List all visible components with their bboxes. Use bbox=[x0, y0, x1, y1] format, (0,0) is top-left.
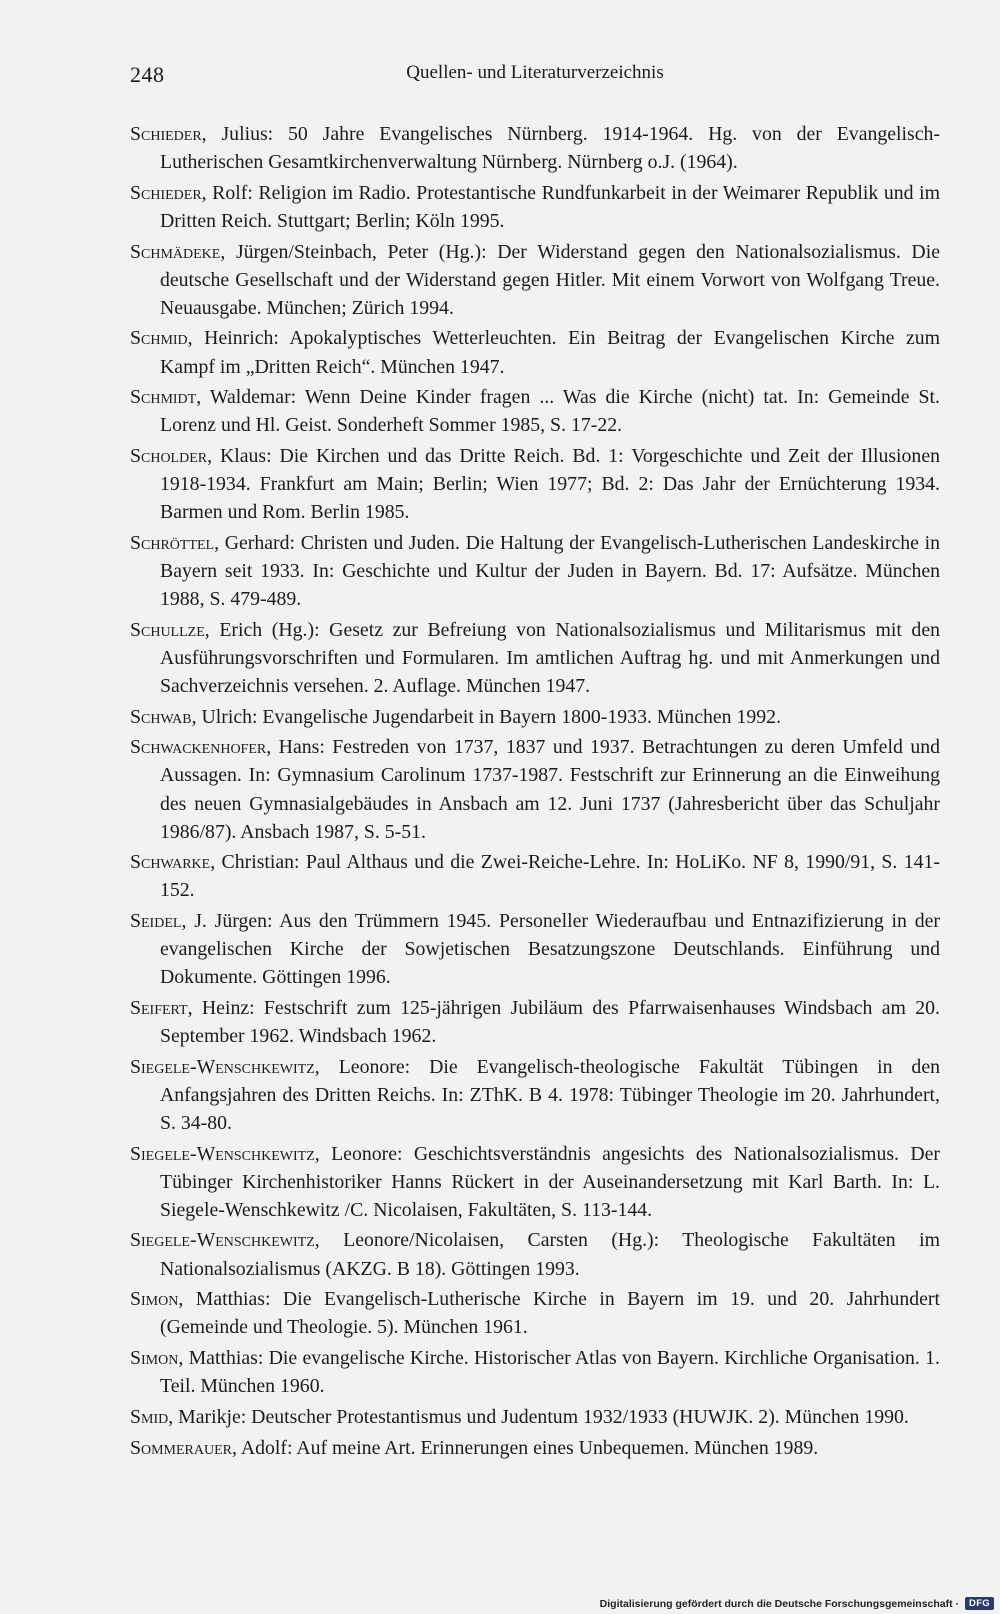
entry-author: Schullze bbox=[130, 618, 205, 641]
bibliography-entry bbox=[130, 1403, 940, 1431]
entry-citation: , Hans: Festreden von 1737, 1837 und 1937. Betrachtungen zu deren Umfeld und Aussagen. In: Gymnasium Carolinum 1737-1987. Festschrift zur Erinnerung an die Einweihung des neuen Gymnasialgebäudes in Ansbach am 12. Juni 1737 (Jahresbericht über das Schuljahr 1986/87). Ansbach 1987, S. 5-51. bbox=[160, 736, 940, 843]
bibliography-entry bbox=[130, 442, 940, 526]
entry-author: Seifert bbox=[130, 996, 188, 1019]
entry-citation: , Klaus: Die Kirchen und das Dritte Reich. Bd. 1: Vorgeschichte und Zeit der Illusionen 1918-1934. Frankfurt am Main; Berlin; Wien 1977; Bd. 2: Das Jahr der Ernüchterung 1934. Barmen und Rom. Berlin 1985. bbox=[160, 445, 940, 524]
entry-citation: , Leonore: Geschichtsverständnis angesichts des Nationalsozialismus. Der Tübinger Kirchenhistoriker Hanns Rückert in der Auseinandersetzung mit Karl Barth. In: L. Siegele-Wenschkewitz /C. Nicolaisen, Fakultäten, S. 113-144. bbox=[160, 1142, 940, 1221]
entry-author: Siegele-Wenschkewitz bbox=[130, 1229, 315, 1252]
entry-author: Seidel bbox=[130, 910, 182, 933]
bibliography-entry bbox=[130, 120, 940, 176]
entry-citation: , Marikje: Deutscher Protestantismus und Judentum 1932/1933 (HUWJK. 2). München 1990. bbox=[168, 1405, 909, 1428]
bibliography-entry bbox=[130, 733, 940, 845]
bibliography-entry bbox=[130, 1344, 940, 1400]
entry-author: Schwab bbox=[130, 705, 192, 728]
entry-author: Schwackenhofer bbox=[130, 736, 267, 759]
bibliography-entry bbox=[130, 238, 940, 322]
entry-citation: , Gerhard: Christen und Juden. Die Haltung der Evangelisch-Lutherischen Landeskirche in Bayern seit 1933. In: Geschichte und Kultur der Juden in Bayern. Bd. 17: Aufsätze. München 1988, S. 479-489. bbox=[160, 531, 940, 611]
bibliography-entry bbox=[130, 1226, 940, 1282]
running-title: Quellen- und Literaturverzeichnis bbox=[406, 62, 664, 83]
digitization-footer bbox=[600, 1597, 994, 1610]
entry-citation: , Christian: Paul Althaus und die Zwei-Reiche-Lehre. In: HoLiKo. NF 8, 1990/91, S. 141-152. bbox=[160, 851, 940, 902]
bibliography-entry bbox=[130, 616, 940, 700]
entry-author: Schieder bbox=[130, 123, 202, 145]
bibliography-list bbox=[130, 120, 940, 1464]
dfg-logo: DFG bbox=[965, 1597, 994, 1610]
entry-author: Schmidt bbox=[130, 386, 197, 409]
entry-citation: , Rolf: Religion im Radio. Protestantische Rundfunkarbeit in der Weimarer Republik und im Dritten Reich. Stuttgart; Berlin; Köln 1995. bbox=[160, 181, 940, 232]
funding-note: Digitalisierung gefördert durch die Deutsche Forschungsgemeinschaft · bbox=[599, 1597, 960, 1610]
entry-author: Simon bbox=[130, 1347, 179, 1370]
bibliography-entry bbox=[130, 324, 940, 380]
entry-author: Scholder bbox=[130, 445, 208, 467]
entry-citation: , J. Jürgen: Aus den Trümmern 1945. Personeller Wiederaufbau und Entnazifizierung in der evangelischen Kirche der Sowjetischen Besatzungszone Deutschlands. Einführung und Dokumente. Göttingen 1996. bbox=[160, 910, 940, 989]
entry-citation: , Leonore/Nicolaisen, Carsten (Hg.): Theologische Fakultäten im Nationalsozialismus (AKZG. B 18). Göttingen 1993. bbox=[160, 1229, 940, 1280]
entry-author: Schieder bbox=[130, 181, 202, 204]
entry-citation: , Matthias: Die Evangelisch-Lutherische Kirche in Bayern im 19. und 20. Jahrhundert (Gemeinde und Theologie. 5). München 1961. bbox=[160, 1288, 940, 1339]
bibliography-entry bbox=[130, 179, 940, 235]
entry-citation: , Waldemar: Wenn Deine Kinder fragen ... Was die Kirche (nicht) tat. In: Gemeinde St. Lorenz und Hl. Geist. Sonderheft Sommer 1985, S. 17-22. bbox=[160, 386, 940, 437]
bibliography-entry bbox=[130, 529, 940, 613]
entry-author: Smid bbox=[130, 1405, 169, 1428]
bibliography-entry bbox=[130, 383, 940, 439]
entry-author: Siegele-Wenschkewitz bbox=[130, 1055, 315, 1078]
entry-author: Schwarke bbox=[130, 851, 211, 874]
entry-author: Siegele-Wenschkewitz bbox=[130, 1142, 315, 1165]
page-number: 248 bbox=[130, 62, 165, 87]
entry-citation: , Erich (Hg.): Gesetz zur Befreiung von Nationalsozialismus und Militarismus mit den Ausführungsvorschriften und Formularen. Im amtlichen Auftrag hg. und mit Anmerkungen und Sachverzeichnis versehen. 2. Auflage. München 1947. bbox=[160, 618, 940, 697]
entry-citation: , Adolf: Auf meine Art. Erinnerungen eines Unbequemen. München 1989. bbox=[232, 1436, 819, 1459]
page-header bbox=[130, 62, 940, 96]
bibliography-entry bbox=[130, 907, 940, 991]
entry-author: Sommerauer bbox=[130, 1436, 233, 1459]
entry-citation: , Matthias: Die evangelische Kirche. Historischer Atlas von Bayern. Kirchliche Organisation. 1. Teil. München 1960. bbox=[160, 1347, 940, 1398]
bibliography-entry bbox=[130, 703, 940, 731]
bibliography-entry bbox=[130, 1434, 940, 1462]
entry-citation: , Heinz: Festschrift zum 125-jährigen Jubiläum des Pfarrwaisenhauses Windsbach am 20. September 1962. Windsbach 1962. bbox=[160, 996, 940, 1048]
entry-citation: , Ulrich: Evangelische Jugendarbeit in Bayern 1800-1933. München 1992. bbox=[191, 705, 782, 728]
entry-author: Schröttel bbox=[130, 531, 215, 554]
bibliography-entry bbox=[130, 1285, 940, 1341]
bibliography-entry bbox=[130, 994, 940, 1050]
entry-author: Simon bbox=[130, 1288, 179, 1311]
entry-citation: , Leonore: Die Evangelisch-theologische Fakultät Tübingen in den Anfangsjahren des Dritten Reichs. In: ZThK. B 4. 1978: Tübinger Theologie im 20. Jahrhundert, S. 34-80. bbox=[160, 1055, 940, 1134]
entry-author: Schmädeke bbox=[130, 240, 221, 263]
entry-citation: , Jürgen/Steinbach, Peter (Hg.): Der Widerstand gegen den Nationalsozialismus. Die deutsche Gesellschaft und der Widerstand gegen Hitler. Mit einem Vorwort von Wolfgang Treue. Neuausgabe. München; Zürich 1994. bbox=[160, 240, 940, 319]
bibliography-entry bbox=[130, 1053, 940, 1137]
bibliography-entry bbox=[130, 848, 940, 904]
entry-citation: , Heinrich: Apokalyptisches Wetterleuchten. Ein Beitrag der Evangelischen Kirche zum Kampf im „Dritten Reich“. München 1947. bbox=[160, 327, 940, 378]
entry-citation: , Julius: 50 Jahre Evangelisches Nürnberg. 1914-1964. Hg. von der Evangelisch-Lutherischen Gesamtkirchenverwaltung Nürnberg. Nürnberg o.J. (1964). bbox=[160, 123, 940, 174]
entry-author: Schmid bbox=[130, 327, 188, 350]
bibliography-entry bbox=[130, 1140, 940, 1224]
